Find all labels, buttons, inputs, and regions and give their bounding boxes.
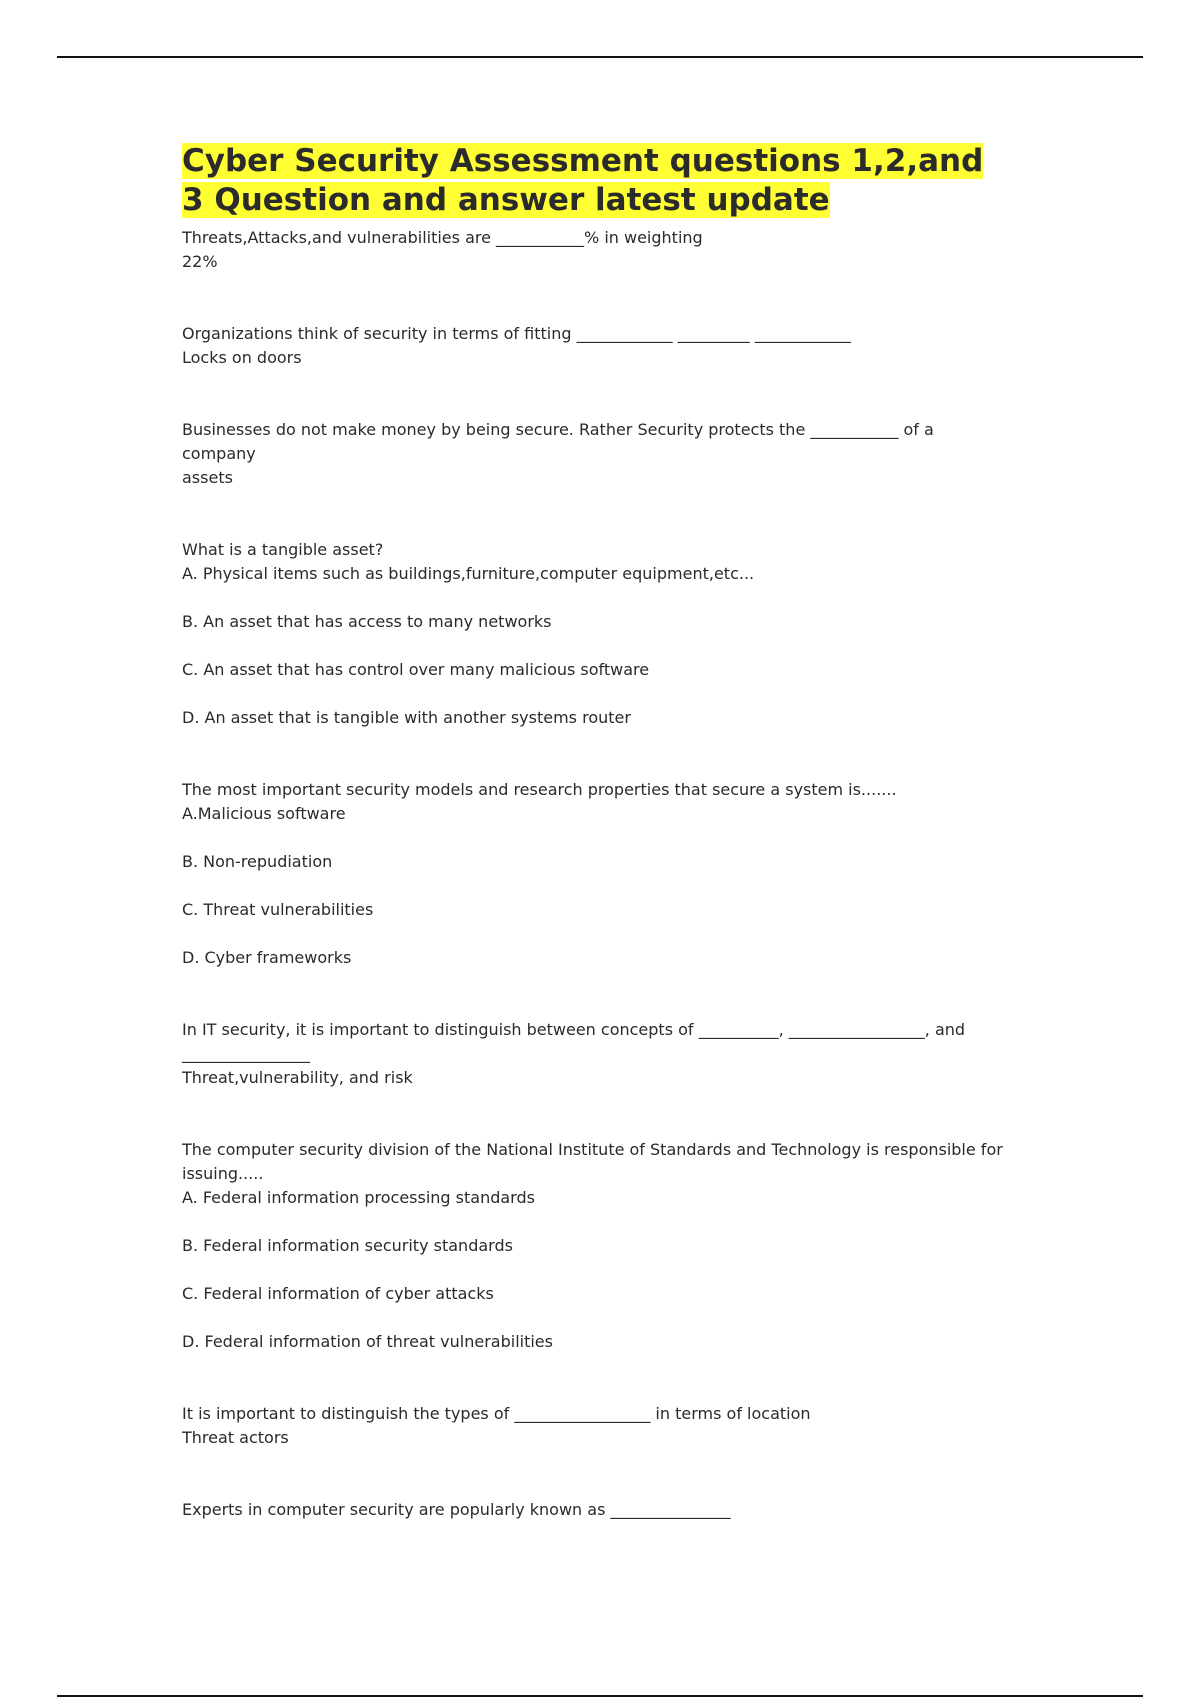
bottom-rule bbox=[57, 1695, 1143, 1697]
option-d: D. Federal information of threat vulnerabilities bbox=[182, 1332, 553, 1351]
answer-text: assets bbox=[182, 468, 233, 487]
option-d: D. An asset that is tangible with another systems router bbox=[182, 708, 631, 727]
option-c: C. Federal information of cyber attacks bbox=[182, 1284, 494, 1303]
question-text: What is a tangible asset? bbox=[182, 540, 384, 559]
top-rule bbox=[57, 56, 1143, 58]
option-a: A. Federal information processing standards bbox=[182, 1188, 535, 1207]
question-text: Threats,Attacks,and vulnerabilities are ___________% in weighting bbox=[182, 228, 703, 247]
question-text: The most important security models and research properties that secure a system is....... bbox=[182, 780, 897, 799]
option-c: C. An asset that has control over many malicious software bbox=[182, 660, 650, 679]
option-b: B. An asset that has access to many networks bbox=[182, 612, 552, 631]
option-a: A.Malicious software bbox=[182, 804, 346, 823]
answer-text: Locks on doors bbox=[182, 348, 302, 367]
question-text: In IT security, it is important to distinguish between concepts of __________, _________________, and bbox=[182, 1020, 966, 1039]
document-body bbox=[182, 142, 1022, 1522]
question-block bbox=[182, 538, 1022, 730]
question-block bbox=[182, 322, 1022, 370]
option-d: D. Cyber frameworks bbox=[182, 948, 352, 967]
option-b: B. Federal information security standards bbox=[182, 1236, 513, 1255]
question-block bbox=[182, 1498, 1022, 1522]
answer-text: Threat actors bbox=[182, 1428, 289, 1447]
option-b: B. Non-repudiation bbox=[182, 852, 333, 871]
question-text: Organizations think of security in terms of fitting ____________ _________ ____________ bbox=[182, 324, 851, 343]
question-text: The computer security division of the National Institute of Standards and Technology is responsible for issuing..... bbox=[182, 1140, 1003, 1183]
option-c: C. Threat vulnerabilities bbox=[182, 900, 374, 919]
question-block bbox=[182, 418, 952, 490]
question-text: Businesses do not make money by being secure. Rather Security protects the ___________ of a company bbox=[182, 420, 934, 463]
title-line-1: Cyber Security Assessment questions 1,2,and bbox=[182, 143, 984, 179]
question-block bbox=[182, 778, 1022, 970]
question-text: It is important to distinguish the types of _________________ in terms of location bbox=[182, 1404, 811, 1423]
question-text: Experts in computer security are popularly known as _______________ bbox=[182, 1500, 731, 1519]
question-block bbox=[182, 1138, 1022, 1354]
blank-line: ________________ bbox=[182, 1044, 310, 1063]
question-block bbox=[182, 1018, 1022, 1090]
document-title bbox=[182, 142, 1022, 220]
option-a: A. Physical items such as buildings,furniture,computer equipment,etc... bbox=[182, 564, 755, 583]
answer-text: Threat,vulnerability, and risk bbox=[182, 1068, 413, 1087]
title-line-2: 3 Question and answer latest update bbox=[182, 182, 830, 218]
question-block bbox=[182, 1402, 1022, 1450]
answer-text: 22% bbox=[182, 252, 218, 271]
question-block bbox=[182, 226, 1022, 274]
